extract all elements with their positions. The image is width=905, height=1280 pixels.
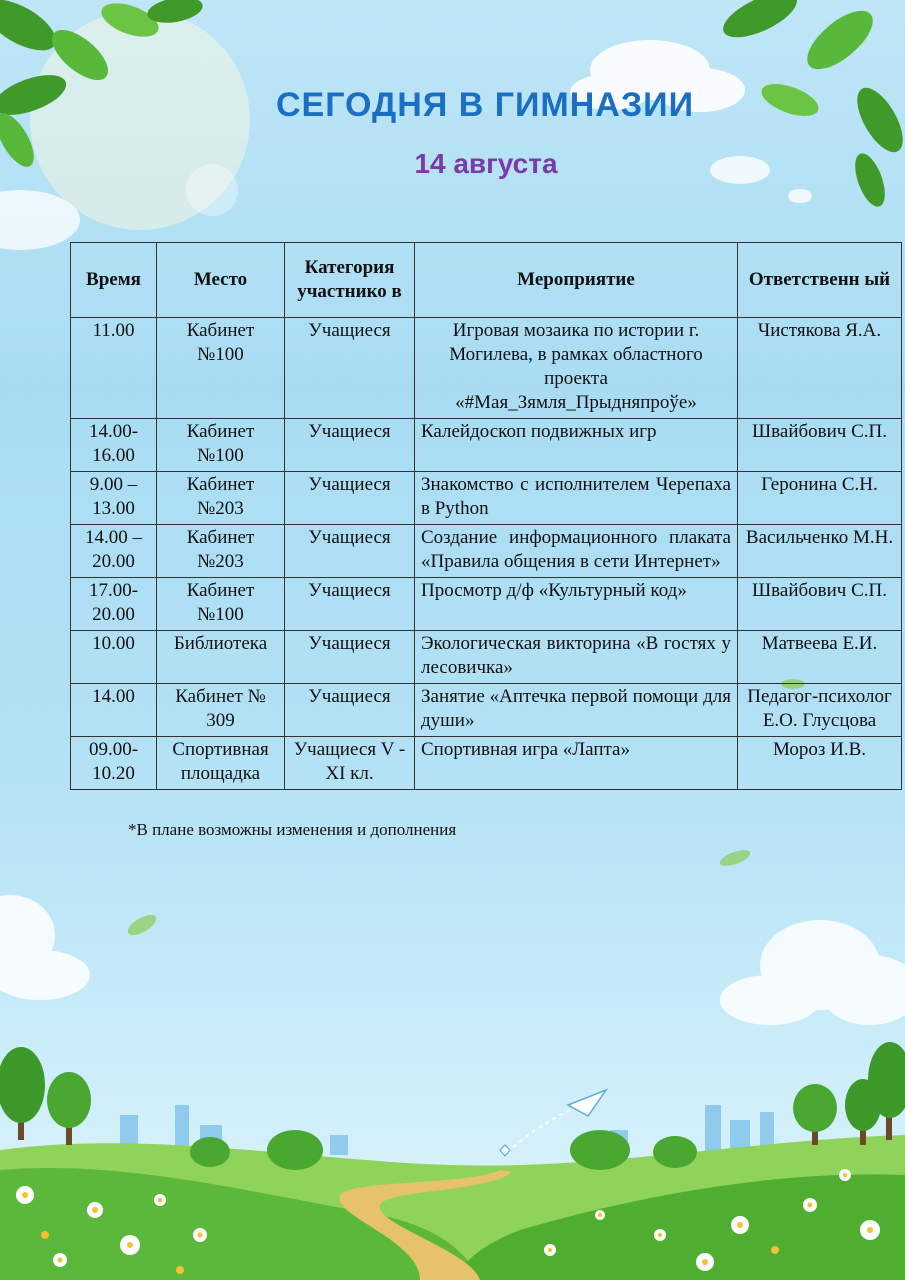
- table-row: [71, 737, 902, 790]
- cell-responsible: Педагог-психолог Е.О. Глусцова: [738, 684, 902, 737]
- footnote: *В плане возможны изменения и дополнения: [128, 820, 457, 839]
- cell-place: Кабинет №100: [157, 578, 285, 631]
- cell-place: Кабинет №203: [157, 472, 285, 525]
- cell-time: 14.00 – 20.00: [71, 525, 157, 578]
- table-row: [71, 631, 902, 684]
- cell-event: Игровая мозаика по истории г. Могилева, в рамках областного проекта «#Мая_Зямля_Прыдняпроўе»: [415, 318, 738, 419]
- cell-responsible: Швайбович С.П.: [738, 578, 902, 631]
- cell-time: 17.00-20.00: [71, 578, 157, 631]
- cell-responsible: Мороз И.В.: [738, 737, 902, 790]
- table-header-row: [71, 243, 902, 318]
- cell-responsible: Швайбович С.П.: [738, 419, 902, 472]
- paper-plane-icon: [568, 1090, 606, 1116]
- cell-place: Кабинет №100: [157, 419, 285, 472]
- cell-time: 9.00 – 13.00: [71, 472, 157, 525]
- cell-place: Кабинет № 309: [157, 684, 285, 737]
- cell-category: Учащиеся: [285, 631, 415, 684]
- cell-time: 10.00: [71, 631, 157, 684]
- cell-category: Учащиеся V -XI кл.: [285, 737, 415, 790]
- header-place: Место: [157, 243, 285, 318]
- cell-category: Учащиеся: [285, 419, 415, 472]
- table-row: [71, 318, 902, 419]
- cell-event: Просмотр д/ф «Культурный код»: [415, 578, 738, 631]
- page-date: 14 августа: [414, 148, 558, 179]
- cell-event: Занятие «Аптечка первой помощи для души»: [415, 684, 738, 737]
- cell-place: Кабинет №100: [157, 318, 285, 419]
- table-row: [71, 419, 902, 472]
- page-title: СЕГОДНЯ В ГИМНАЗИИ: [275, 86, 695, 124]
- cell-category: Учащиеся: [285, 684, 415, 737]
- cloud-right: [720, 920, 905, 1025]
- cell-event: Калейдоскоп подвижных игр: [415, 419, 738, 472]
- cell-place: Библиотека: [157, 631, 285, 684]
- cell-event: Экологическая викторина «В гостях у лесовичка»: [415, 631, 738, 684]
- table-row: [71, 684, 902, 737]
- header-event: Мероприятие: [415, 243, 738, 318]
- cell-category: Учащиеся: [285, 318, 415, 419]
- header-category: Категория участнико в: [285, 243, 415, 318]
- cell-event: Спортивная игра «Лапта»: [415, 737, 738, 790]
- table-row: [71, 525, 902, 578]
- header-responsible: Ответственн ый: [738, 243, 902, 318]
- table-row: [71, 578, 902, 631]
- cloud-left: [0, 895, 90, 1000]
- cell-responsible: Чистякова Я.А.: [738, 318, 902, 419]
- schedule-table: [70, 242, 902, 790]
- cell-responsible: Матвеева Е.И.: [738, 631, 902, 684]
- cell-time: 14.00-16.00: [71, 419, 157, 472]
- cell-time: 09.00-10.20: [71, 737, 157, 790]
- cell-time: 11.00: [71, 318, 157, 419]
- cell-responsible: Васильченко М.Н.: [738, 525, 902, 578]
- cell-event: Создание информационного плаката «Правила общения в сети Интернет»: [415, 525, 738, 578]
- cell-category: Учащиеся: [285, 525, 415, 578]
- cell-place: Спортивная площадка: [157, 737, 285, 790]
- header-time: Время: [71, 243, 157, 318]
- cell-time: 14.00: [71, 684, 157, 737]
- cell-responsible: Геронина С.Н.: [738, 472, 902, 525]
- cell-place: Кабинет №203: [157, 525, 285, 578]
- cell-category: Учащиеся: [285, 578, 415, 631]
- table-row: [71, 472, 902, 525]
- cell-event: Знакомство с исполнителем Черепаха в Python: [415, 472, 738, 525]
- cell-category: Учащиеся: [285, 472, 415, 525]
